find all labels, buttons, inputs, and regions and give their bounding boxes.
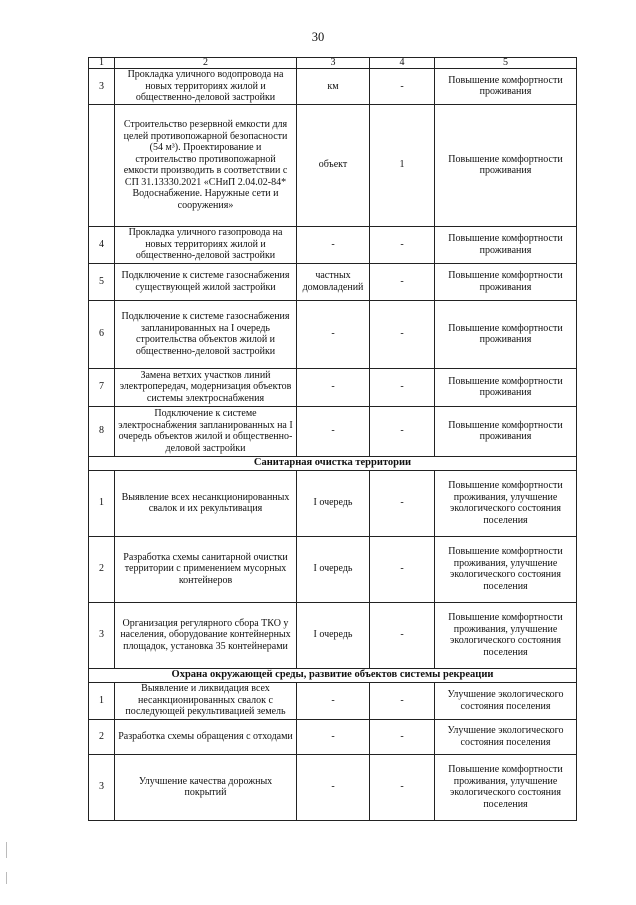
expected-effect: Улучшение экологического состояния поселения [435, 682, 577, 719]
measure-description: Прокладка уличного водопровода на новых территориях жилой и общественно-деловой застройки [115, 69, 297, 105]
row-number: 3 [89, 602, 115, 668]
table-row [89, 368, 577, 406]
unit-or-stage: I очередь [297, 602, 370, 668]
measure-description: Подключение к системе электроснабжения запланированных на I очередь объектов жилой и общественно-деловой застройки [115, 406, 297, 456]
row-number: 3 [89, 69, 115, 105]
table-row [89, 406, 577, 456]
row-number: 2 [89, 536, 115, 602]
header-col-5: 5 [435, 58, 577, 69]
measure-description: Подключение к системе газоснабжения запланированных на I очередь строительства объектов жилой и общественно-деловой застройки [115, 300, 297, 368]
expected-effect: Повышение комфортности проживания [435, 263, 577, 300]
row-number: 7 [89, 368, 115, 406]
row-number: 8 [89, 406, 115, 456]
section-header-row [89, 668, 577, 682]
expected-effect: Повышение комфортности проживания [435, 104, 577, 226]
table-row [89, 719, 577, 754]
measure-description: Подключение к системе газоснабжения существующей жилой застройки [115, 263, 297, 300]
table-row [89, 104, 577, 226]
row-number: 5 [89, 263, 115, 300]
expected-effect: Повышение комфортности проживания, улучшение экологического состояния поселения [435, 754, 577, 820]
table-row [89, 263, 577, 300]
expected-effect: Повышение комфортности проживания [435, 226, 577, 263]
quantity: - [370, 470, 435, 536]
measure-description: Прокладка уличного газопровода на новых территориях жилой и общественно-деловой застройки [115, 226, 297, 263]
expected-effect: Повышение комфортности проживания [435, 368, 577, 406]
measure-description: Улучшение качества дорожных покрытий [115, 754, 297, 820]
row-number: 6 [89, 300, 115, 368]
quantity: - [370, 754, 435, 820]
row-number: 2 [89, 719, 115, 754]
quantity: - [370, 406, 435, 456]
expected-effect: Повышение комфортности проживания [435, 69, 577, 105]
header-col-4: 4 [370, 58, 435, 69]
quantity: - [370, 69, 435, 105]
header-col-1: 1 [89, 58, 115, 69]
row-number: 1 [89, 470, 115, 536]
quantity: - [370, 719, 435, 754]
table-row [89, 470, 577, 536]
unit-or-stage: I очередь [297, 470, 370, 536]
expected-effect: Повышение комфортности проживания, улучшение экологического состояния поселения [435, 536, 577, 602]
header-row [89, 58, 577, 69]
quantity: 1 [370, 104, 435, 226]
measure-description: Выявление всех несанкционированных свалок и их рекультивация [115, 470, 297, 536]
header-col-2: 2 [115, 58, 297, 69]
unit-or-stage: - [297, 719, 370, 754]
measure-description: Разработка схемы санитарной очистки территории с применением мусорных контейнеров [115, 536, 297, 602]
quantity: - [370, 263, 435, 300]
table-row [89, 226, 577, 263]
expected-effect: Повышение комфортности проживания, улучшение экологического состояния поселения [435, 470, 577, 536]
expected-effect: Повышение комфортности проживания, улучшение экологического состояния поселения [435, 602, 577, 668]
unit-or-stage: - [297, 754, 370, 820]
measure-description: Замена ветхих участков линий электропередач, модернизация объектов системы электроснабжения [115, 368, 297, 406]
row-number: 4 [89, 226, 115, 263]
measures-table [88, 57, 577, 821]
quantity: - [370, 368, 435, 406]
table-row [89, 300, 577, 368]
table-row [89, 682, 577, 719]
section-header-row [89, 456, 577, 470]
measure-description: Выявление и ликвидация всех несанкционированных свалок с последующей рекультивацией земель [115, 682, 297, 719]
unit-or-stage: - [297, 406, 370, 456]
unit-or-stage: объект [297, 104, 370, 226]
table-row [89, 602, 577, 668]
table-row [89, 754, 577, 820]
section-title: Санитарная очистка территории [89, 456, 577, 470]
unit-or-stage: - [297, 368, 370, 406]
unit-or-stage: - [297, 682, 370, 719]
row-number: 1 [89, 682, 115, 719]
quantity: - [370, 602, 435, 668]
quantity: - [370, 536, 435, 602]
table-row [89, 536, 577, 602]
quantity: - [370, 226, 435, 263]
page-number: 30 [311, 30, 325, 44]
unit-or-stage: км [297, 69, 370, 105]
measure-description: Организация регулярного сбора ТКО у населения, оборудование контейнерных площадок, установка 35 контейнерами [115, 602, 297, 668]
measure-description: Разработка схемы обращения с отходами [115, 719, 297, 754]
margin-mark [6, 842, 7, 858]
header-col-3: 3 [297, 58, 370, 69]
measure-description: Строительство резервной емкости для целей противопожарной безопасности (54 м³). Проектирование и строительство противопожарной емкости производить в соответствии с СП 31.13330.2021 «СНиП 2.04.02-84* Водоснабжение. Наружные сети и сооружения» [115, 104, 297, 226]
section-title: Охрана окружающей среды, развитие объектов системы рекреации [89, 668, 577, 682]
margin-mark [6, 872, 7, 884]
unit-or-stage: I очередь [297, 536, 370, 602]
unit-or-stage: - [297, 300, 370, 368]
quantity: - [370, 682, 435, 719]
unit-or-stage: частных домовладений [297, 263, 370, 300]
row-number: 3 [89, 754, 115, 820]
row-number [89, 104, 115, 226]
expected-effect: Повышение комфортности проживания [435, 300, 577, 368]
table-row [89, 69, 577, 105]
expected-effect: Улучшение экологического состояния поселения [435, 719, 577, 754]
unit-or-stage: - [297, 226, 370, 263]
quantity: - [370, 300, 435, 368]
expected-effect: Повышение комфортности проживания [435, 406, 577, 456]
